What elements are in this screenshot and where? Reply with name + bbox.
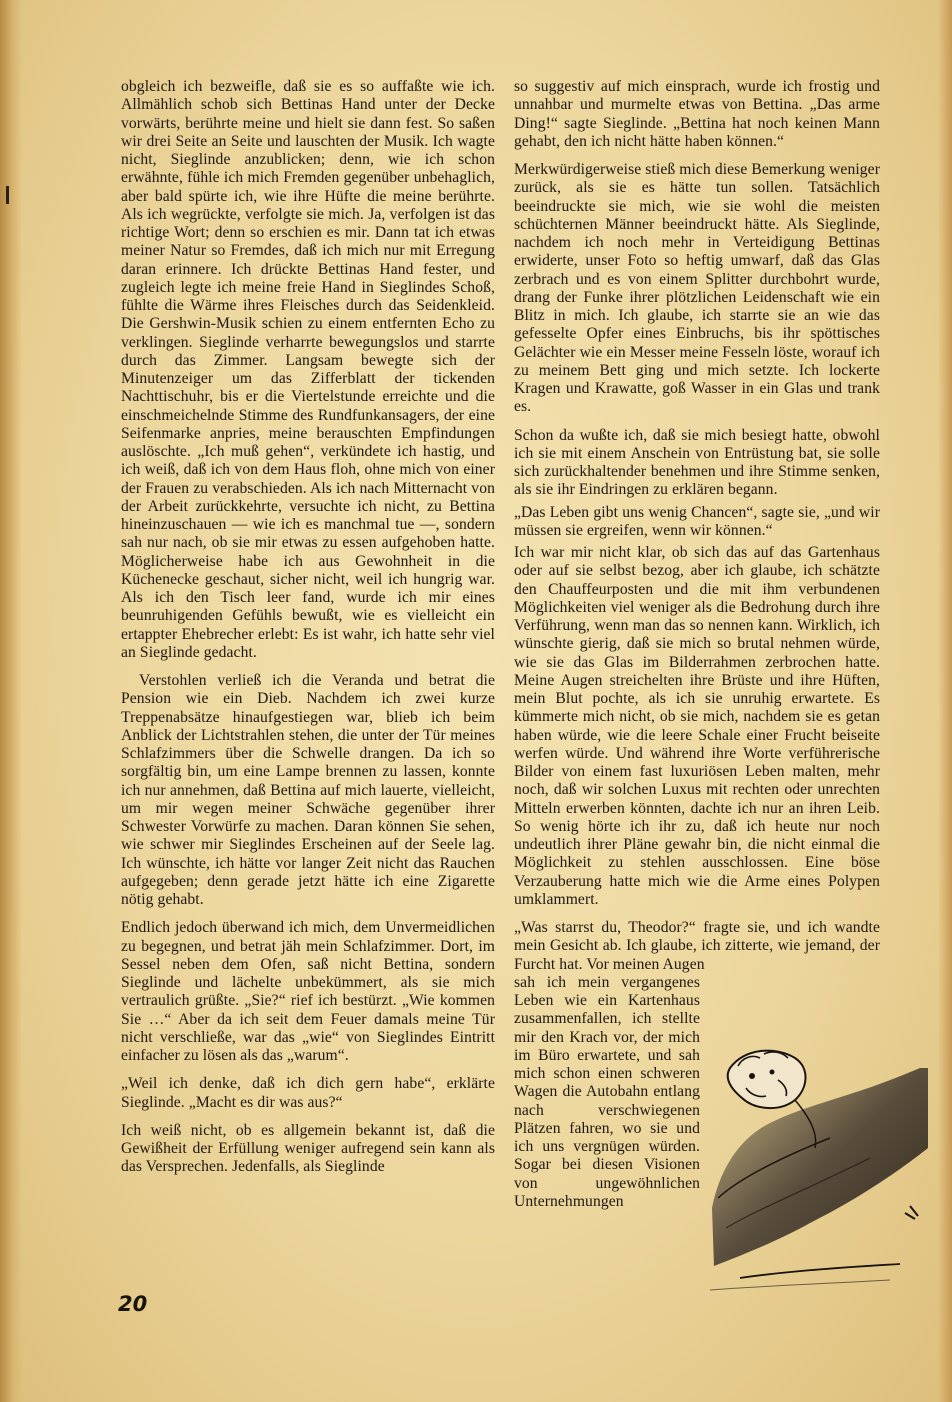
page-edge-shadow-left [0, 0, 22, 1402]
paragraph-narrow-text: sah ich mein vergangenes Leben wie ein Kartenhaus zusammenfallen, ich stellte mir den Krach vor, der mich im Büro erwartete, und sah mich schon einen schweren Wagen die Autobahn entlang nach verschwiegenen Plätzen fahren, wo sie und ich uns vergnügen würden. Sogar bei diesen Visionen von ungewöhnlichen Unternehmungen [514, 973, 700, 1210]
page-edge-shadow-right [938, 0, 952, 1402]
paragraph: Schon da wußte ich, daß sie mich besiegt hatte, obwohl ich sie mit einem Anschein von Entrüstung bat, sie solle sich zurückhaltender benehmen und ihre Stimme senken, als sie ihr Eindringen zu erklären begann. [514, 426, 880, 499]
paragraph: Ich war mir nicht klar, ob sich das auf das Gartenhaus oder auf sie selbst bezog, aber ich glaube, ich schätzte den Chauffeurposten und die mit ihm verbundenen Möglichkeiten viel weniger als die Bedrohung durch ihre Verführung, wenn man das so nennen kann. Wirklich, ich wünschte gierig, daß sie mich so brutal nehmen würde, wie sie das Glas im Bilderrahmen zerbrochen hatte. Meine Augen streichelten ihre Brüste und ihre Hüften, mein Blut pochte, als ich sie unruhig erwartete. Es kümmerte mich nicht, ob sie mich, nachdem sie es getan haben würde, wie die leere Schale einer Frucht beiseite werfen würde. Und während ihre Worte verführerische Bilder von einem fast luxuriösen Leben malten, mehr noch, daß wir solchen Luxus mit rechten oder unrechten Mitteln erwerben könnten, dachte ich nur an ihren Leib. So wenig hörte ich ihr zu, daß ich heute nur noch undeutlich ihrer Pläne gewahr bin, die nicht einmal die Möglichkeit zu stehlen ausschlossen. Eine böse Verzauberung hatte mich wie die Arme eines Polypen umklammert. [514, 544, 880, 908]
margin-mark [6, 186, 9, 204]
paragraph-lead-text: „Was starrst du, Theodor?“ fragte sie, und ich wandte mein Gesicht ab. Ich glaube, ich zitterte, wie jemand, der Furcht hat. Vor meinen Augen [514, 919, 880, 973]
paragraph: obgleich ich bezweifle, daß sie es so auffaßte wie ich. Allmählich schob sich Bettinas Hand unter der Decke vorwärts, berührte meine und hielt sie dann fest. So saßen wir drei Seite an Seite und lauschten der Musik. Ich wagte nicht, Sieglinde anzublicken; denn, wie ich schon erwähnte, fühle ich mich Fremden gegenüber unbehaglich, aber bald spürte ich, wie ihre Hüfte die meine berührte. Als ich wegrückte, verfolgte sie mich. Ja, verfolgen ist das richtige Wort; denn so erschien es mir. Dann tat ich etwas meiner Natur so Fremdes, daß ich mich nur mit Erregung daran erinnere. Ich drückte Bettinas Hand fester, und zugleich legte ich meine freie Hand in Sieglindes Schoß, fühlte die Wärme ihres Fleisches durch das Seidenkleid. Die Gershwin-Musik schien zu einem entfernten Echo zu verklingen. Sieglinde verharrte bewegungslos und starrte durch das Zimmer. Langsam bewegte sich der Minutenzeiger um das Zifferblatt der tickenden Nachttischuhr, bis er die Viertelstunde erreichte und die einschmeichelnde Stimme des Rundfunkansagers, der eine Seifenmarke anpries, meine berauschten Empfindungen auslöschte. „Ich muß gehen“, verkündete ich hastig, und ich weiß, daß ich von dem Haus floh, ohne mich von einer der Frauen zu verabschieden. Als ich nach Mitternacht von der Arbeit zurückkehrte, versuchte ich nicht, zu Bettina hineinzuschauen — wie ich es manchmal tue —, sondern sah nur nach, ob sie mir etwas zu essen aufgehoben hatte. Möglicherweise habe ich aus Gewohnheit in die Küchenecke geschaut, sicher nicht, weil ich hungrig war. Als ich den Tisch leer fand, wurde ich mir eines beunruhigenden Gefühls bewußt, wie es vielleicht ein ertappter Ehebrecher erlebt: Es ist wahr, ich hatte sehr viel an Sieglinde gedacht. [121, 78, 495, 661]
paragraph: Merkwürdigerweise stieß mich diese Bemerkung weniger zurück, als sie es hätte tun sollen. Tatsächlich beeindruckte sie mich, wie sie wohl die meisten schüchternen Männer beeindruckt hätte. Als Sieglinde, nachdem ich noch mehr in Verteidigung Bettinas erwiderte, unser Foto so heftig umwarf, daß das Glas zerbrach und es von einem Splitter durchbohrt wurde, drang der Funke ihrer plötzlichen Leidenschaft wie ein Blitz in mich. Ich glaube, ich starrte sie an wie das gefesselte Opfer eines Einbruchs, bis ihr spöttisches Gelächter wie ein Messer meine Fesseln löste, worauf ich zu meinem Bett ging und mich setzte. Ich lockerte Kragen und Krawatte, goß Wasser in ein Glas und trank es. [514, 161, 880, 416]
page-number: 20 [118, 1292, 148, 1316]
paragraph: Endlich jedoch überwand ich mich, dem Unvermeidlichen zu begegnen, und betrat jäh mein Schlafzimmer. Dort, im Sessel neben dem Ofen, saß nicht Bettina, sondern Sieglinde und lächelte unbekümmert, als sie mich vertraulich grüßte. „Sie?“ rief ich bestürzt. „Wie kommen Sie …“ Aber da ich seit dem Feuer damals meine Tür nicht verschließe, war das „wie“ von Sieglindes Eintritt einfacher zu lösen als das „warum“. [121, 919, 495, 1064]
paragraph: Verstohlen verließ ich die Veranda und betrat die Pension wie ein Dieb. Nachdem ich zwei kurze Treppenabsätze hinaufgestiegen war, blieb ich beim Anblick der Lichtstrahlen stehen, die unter der Tür meines Schlafzimmers über die Schwelle drangen. Da ich so sorgfältig bin, um eine Lampe brennen zu lassen, konnte ich nur annehmen, daß Bettina auf mich lauerte, vielleicht, um mir wegen meiner Schwäche gegenüber ihrer Schwester Vorwürfe zu machen. Daran können Sie sehen, wie schwer mir Sieglindes Erscheinen auf der Seele lag. Ich wünschte, ich hätte vor langer Zeit nicht das Rauchen aufgegeben; denn gerade jetzt hätte ich eine Zigarette nötig gehabt. [121, 672, 495, 908]
paragraph: Ich weiß nicht, ob es allgemein bekannt ist, daß die Gewißheit der Erfüllung weniger aufregend sein kann als das Versprechen. Jedenfalls, als Sieglinde [121, 1121, 495, 1176]
paragraph: so suggestiv auf mich einsprach, wurde ich frostig und unnahbar und murmelte etwas von Bettina. „Das arme Ding!“ sagte Sieglinde. „Bettina hat noch keinen Mann gehabt, den ich nicht hätte haben können.“ [514, 78, 880, 150]
paragraph: „Das Leben gibt uns wenig Chancen“, sagte sie, „und wir müssen sie ergreifen, wenn wir können.“ [514, 503, 880, 539]
paragraph: „Weil ich denke, daß ich dich gern habe“, erklärte Sieglinde. „Macht es dir was aus?“ [121, 1075, 495, 1111]
ink-sketch-illustration [700, 1028, 928, 1298]
left-text-column [121, 78, 495, 1187]
